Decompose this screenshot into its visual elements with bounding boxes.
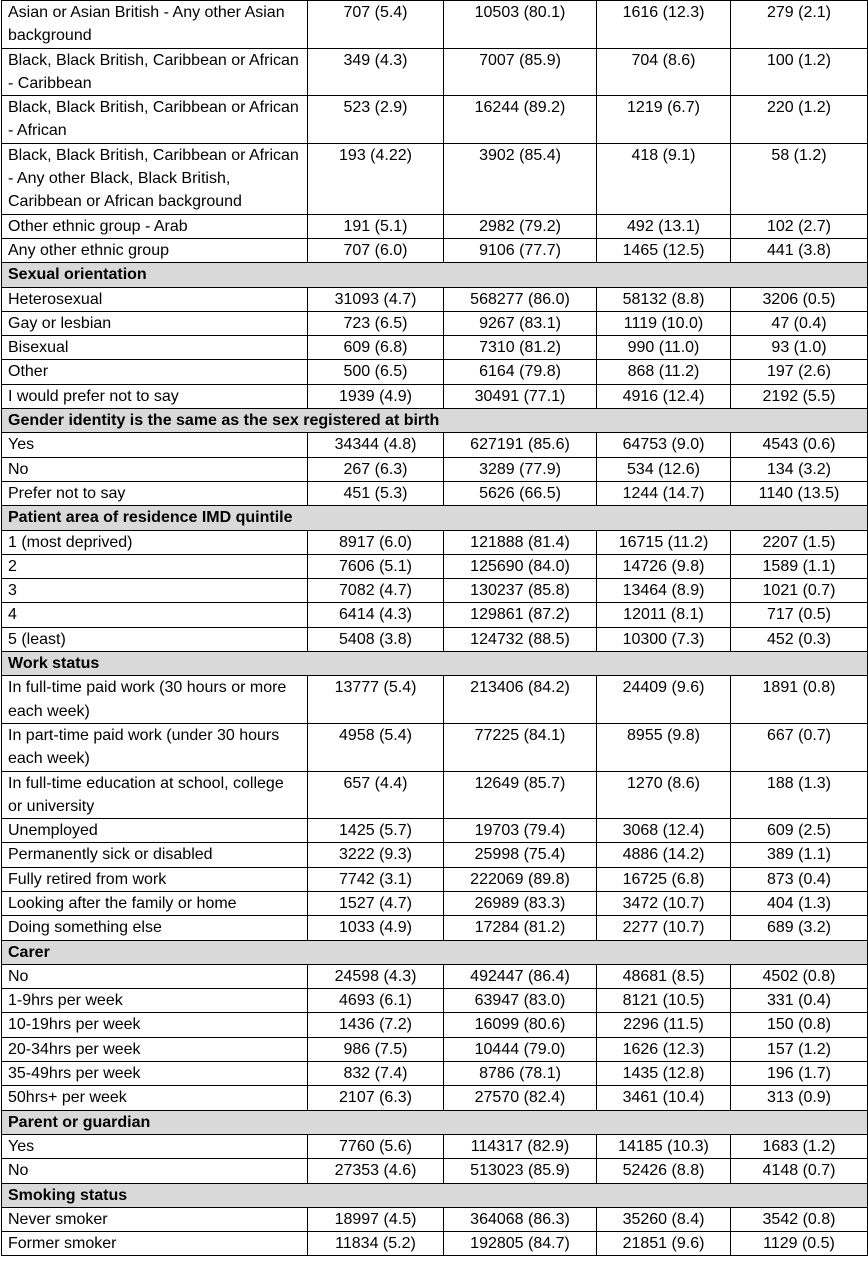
table-row — [2, 1207, 868, 1231]
cell-value: 9267 (83.1) — [444, 311, 597, 335]
cell-value: 12649 (85.7) — [444, 771, 597, 819]
cell-value: 492447 (86.4) — [444, 964, 597, 988]
cell-value: 157 (1.2) — [731, 1037, 868, 1061]
cell-value: 6414 (4.3) — [308, 603, 444, 627]
section-title: Smoking status — [2, 1183, 868, 1207]
cell-value: 13464 (8.9) — [597, 579, 731, 603]
row-label: Looking after the family or home — [2, 891, 308, 915]
cell-value: 267 (6.3) — [308, 457, 444, 481]
section-title: Parent or guardian — [2, 1110, 868, 1134]
table-row — [2, 843, 868, 867]
row-label: Prefer not to say — [2, 481, 308, 505]
cell-value: 9106 (77.7) — [444, 238, 597, 262]
cell-value: 17284 (81.2) — [444, 916, 597, 940]
cell-value: 14726 (9.8) — [597, 554, 731, 578]
cell-value: 7082 (4.7) — [308, 579, 444, 603]
cell-value: 1270 (8.6) — [597, 771, 731, 819]
cell-value: 25998 (75.4) — [444, 843, 597, 867]
table-row — [2, 989, 868, 1013]
table-row — [2, 554, 868, 578]
cell-value: 16725 (6.8) — [597, 867, 731, 891]
cell-value: 93 (1.0) — [731, 336, 868, 360]
table-row — [2, 627, 868, 651]
cell-value: 1939 (4.9) — [308, 384, 444, 408]
cell-value: 500 (6.5) — [308, 360, 444, 384]
cell-value: 704 (8.6) — [597, 48, 731, 96]
table-row — [2, 891, 868, 915]
cell-value: 2207 (1.5) — [731, 530, 868, 554]
cell-value: 707 (6.0) — [308, 238, 444, 262]
row-label: Never smoker — [2, 1207, 308, 1231]
row-label: No — [2, 964, 308, 988]
cell-value: 134 (3.2) — [731, 457, 868, 481]
row-label: No — [2, 457, 308, 481]
row-label: 5 (least) — [2, 627, 308, 651]
table-row — [2, 1037, 868, 1061]
cell-value: 657 (4.4) — [308, 771, 444, 819]
cell-value: 58132 (8.8) — [597, 287, 731, 311]
section-header-row — [2, 1183, 868, 1207]
cell-value: 986 (7.5) — [308, 1037, 444, 1061]
table-row — [2, 433, 868, 457]
cell-value: 220 (1.2) — [731, 96, 868, 144]
row-label: Black, Black British, Caribbean or African - African — [2, 96, 308, 144]
row-label: Unemployed — [2, 819, 308, 843]
table-row — [2, 311, 868, 335]
cell-value: 689 (3.2) — [731, 916, 868, 940]
table-row — [2, 916, 868, 940]
cell-value: 7310 (81.2) — [444, 336, 597, 360]
cell-value: 63947 (83.0) — [444, 989, 597, 1013]
row-label: 4 — [2, 603, 308, 627]
cell-value: 832 (7.4) — [308, 1062, 444, 1086]
cell-value: 30491 (77.1) — [444, 384, 597, 408]
cell-value: 24598 (4.3) — [308, 964, 444, 988]
cell-value: 129861 (87.2) — [444, 603, 597, 627]
cell-value: 1436 (7.2) — [308, 1013, 444, 1037]
cell-value: 13777 (5.4) — [308, 676, 444, 724]
cell-value: 3461 (10.4) — [597, 1086, 731, 1110]
cell-value: 534 (12.6) — [597, 457, 731, 481]
table-row — [2, 1013, 868, 1037]
cell-value: 364068 (86.3) — [444, 1207, 597, 1231]
cell-value: 35260 (8.4) — [597, 1207, 731, 1231]
cell-value: 1033 (4.9) — [308, 916, 444, 940]
row-label: No — [2, 1159, 308, 1183]
table-row — [2, 1134, 868, 1158]
row-label: Any other ethnic group — [2, 238, 308, 262]
cell-value: 1626 (12.3) — [597, 1037, 731, 1061]
cell-value: 609 (2.5) — [731, 819, 868, 843]
cell-value: 197 (2.6) — [731, 360, 868, 384]
cell-value: 2982 (79.2) — [444, 214, 597, 238]
section-header-row — [2, 409, 868, 433]
cell-value: 4958 (5.4) — [308, 723, 444, 771]
table-row — [2, 819, 868, 843]
table-row — [2, 603, 868, 627]
cell-value: 4916 (12.4) — [597, 384, 731, 408]
cell-value: 1616 (12.3) — [597, 1, 731, 49]
cell-value: 58 (1.2) — [731, 143, 868, 214]
cell-value: 4502 (0.8) — [731, 964, 868, 988]
row-label: Gay or lesbian — [2, 311, 308, 335]
cell-value: 1465 (12.5) — [597, 238, 731, 262]
cell-value: 16244 (89.2) — [444, 96, 597, 144]
row-label: 10-19hrs per week — [2, 1013, 308, 1037]
cell-value: 5408 (3.8) — [308, 627, 444, 651]
cell-value: 64753 (9.0) — [597, 433, 731, 457]
table-row — [2, 676, 868, 724]
cell-value: 2277 (10.7) — [597, 916, 731, 940]
row-label: In full-time paid work (30 hours or more each week) — [2, 676, 308, 724]
cell-value: 77225 (84.1) — [444, 723, 597, 771]
section-header-row — [2, 652, 868, 676]
cell-value: 492 (13.1) — [597, 214, 731, 238]
cell-value: 5626 (66.5) — [444, 481, 597, 505]
cell-value: 1527 (4.7) — [308, 891, 444, 915]
cell-value: 3206 (0.5) — [731, 287, 868, 311]
row-label: 35-49hrs per week — [2, 1062, 308, 1086]
cell-value: 873 (0.4) — [731, 867, 868, 891]
cell-value: 6164 (79.8) — [444, 360, 597, 384]
cell-value: 7606 (5.1) — [308, 554, 444, 578]
row-label: 1-9hrs per week — [2, 989, 308, 1013]
section-header-row — [2, 506, 868, 530]
cell-value: 279 (2.1) — [731, 1, 868, 49]
section-title: Patient area of residence IMD quintile — [2, 506, 868, 530]
row-label: Yes — [2, 1134, 308, 1158]
cell-value: 1140 (13.5) — [731, 481, 868, 505]
cell-value: 10444 (79.0) — [444, 1037, 597, 1061]
cell-value: 196 (1.7) — [731, 1062, 868, 1086]
cell-value: 24409 (9.6) — [597, 676, 731, 724]
cell-value: 2296 (11.5) — [597, 1013, 731, 1037]
row-label: Other ethnic group - Arab — [2, 214, 308, 238]
cell-value: 667 (0.7) — [731, 723, 868, 771]
cell-value: 8955 (9.8) — [597, 723, 731, 771]
cell-value: 7760 (5.6) — [308, 1134, 444, 1158]
section-title: Gender identity is the same as the sex registered at birth — [2, 409, 868, 433]
cell-value: 313 (0.9) — [731, 1086, 868, 1110]
cell-value: 441 (3.8) — [731, 238, 868, 262]
data-table — [1, 0, 868, 1256]
cell-value: 121888 (81.4) — [444, 530, 597, 554]
cell-value: 12011 (8.1) — [597, 603, 731, 627]
cell-value: 192805 (84.7) — [444, 1232, 597, 1256]
cell-value: 130237 (85.8) — [444, 579, 597, 603]
cell-value: 418 (9.1) — [597, 143, 731, 214]
cell-value: 1425 (5.7) — [308, 819, 444, 843]
table-row — [2, 867, 868, 891]
cell-value: 568277 (86.0) — [444, 287, 597, 311]
row-label: Fully retired from work — [2, 867, 308, 891]
table-row — [2, 1, 868, 49]
cell-value: 188 (1.3) — [731, 771, 868, 819]
section-header-row — [2, 263, 868, 287]
cell-value: 1891 (0.8) — [731, 676, 868, 724]
table-row — [2, 579, 868, 603]
table-row — [2, 530, 868, 554]
cell-value: 222069 (89.8) — [444, 867, 597, 891]
cell-value: 1435 (12.8) — [597, 1062, 731, 1086]
cell-value: 26989 (83.3) — [444, 891, 597, 915]
cell-value: 2192 (5.5) — [731, 384, 868, 408]
cell-value: 18997 (4.5) — [308, 1207, 444, 1231]
table-row — [2, 1232, 868, 1256]
table-row — [2, 360, 868, 384]
table-row — [2, 771, 868, 819]
row-label: Black, Black British, Caribbean or African - Caribbean — [2, 48, 308, 96]
cell-value: 389 (1.1) — [731, 843, 868, 867]
table-row — [2, 1062, 868, 1086]
table-row — [2, 1086, 868, 1110]
cell-value: 52426 (8.8) — [597, 1159, 731, 1183]
cell-value: 1129 (0.5) — [731, 1232, 868, 1256]
cell-value: 48681 (8.5) — [597, 964, 731, 988]
cell-value: 1589 (1.1) — [731, 554, 868, 578]
cell-value: 27570 (82.4) — [444, 1086, 597, 1110]
table-row — [2, 143, 868, 214]
table-row — [2, 336, 868, 360]
row-label: 2 — [2, 554, 308, 578]
cell-value: 4886 (14.2) — [597, 843, 731, 867]
cell-value: 4543 (0.6) — [731, 433, 868, 457]
cell-value: 125690 (84.0) — [444, 554, 597, 578]
cell-value: 27353 (4.6) — [308, 1159, 444, 1183]
cell-value: 451 (5.3) — [308, 481, 444, 505]
row-label: 50hrs+ per week — [2, 1086, 308, 1110]
cell-value: 124732 (88.5) — [444, 627, 597, 651]
row-label: Heterosexual — [2, 287, 308, 311]
row-label: 20-34hrs per week — [2, 1037, 308, 1061]
table-row — [2, 96, 868, 144]
cell-value: 331 (0.4) — [731, 989, 868, 1013]
cell-value: 1683 (1.2) — [731, 1134, 868, 1158]
cell-value: 7007 (85.9) — [444, 48, 597, 96]
table-row — [2, 481, 868, 505]
cell-value: 349 (4.3) — [308, 48, 444, 96]
row-label: Doing something else — [2, 916, 308, 940]
cell-value: 3472 (10.7) — [597, 891, 731, 915]
cell-value: 404 (1.3) — [731, 891, 868, 915]
cell-value: 717 (0.5) — [731, 603, 868, 627]
row-label: In full-time education at school, college or university — [2, 771, 308, 819]
row-label: In part-time paid work (under 30 hours each week) — [2, 723, 308, 771]
table-row — [2, 287, 868, 311]
cell-value: 1219 (6.7) — [597, 96, 731, 144]
cell-value: 47 (0.4) — [731, 311, 868, 335]
cell-value: 3222 (9.3) — [308, 843, 444, 867]
cell-value: 193 (4.22) — [308, 143, 444, 214]
cell-value: 1244 (14.7) — [597, 481, 731, 505]
cell-value: 102 (2.7) — [731, 214, 868, 238]
cell-value: 150 (0.8) — [731, 1013, 868, 1037]
cell-value: 3289 (77.9) — [444, 457, 597, 481]
cell-value: 100 (1.2) — [731, 48, 868, 96]
cell-value: 513023 (85.9) — [444, 1159, 597, 1183]
table-row — [2, 238, 868, 262]
cell-value: 19703 (79.4) — [444, 819, 597, 843]
row-label: 3 — [2, 579, 308, 603]
table-row — [2, 214, 868, 238]
cell-value: 31093 (4.7) — [308, 287, 444, 311]
cell-value: 191 (5.1) — [308, 214, 444, 238]
cell-value: 3068 (12.4) — [597, 819, 731, 843]
cell-value: 21851 (9.6) — [597, 1232, 731, 1256]
cell-value: 7742 (3.1) — [308, 867, 444, 891]
section-title: Sexual orientation — [2, 263, 868, 287]
cell-value: 10503 (80.1) — [444, 1, 597, 49]
section-title: Work status — [2, 652, 868, 676]
table-row — [2, 457, 868, 481]
cell-value: 114317 (82.9) — [444, 1134, 597, 1158]
cell-value: 8121 (10.5) — [597, 989, 731, 1013]
row-label: I would prefer not to say — [2, 384, 308, 408]
row-label: 1 (most deprived) — [2, 530, 308, 554]
row-label: Bisexual — [2, 336, 308, 360]
row-label: Permanently sick or disabled — [2, 843, 308, 867]
cell-value: 627191 (85.6) — [444, 433, 597, 457]
row-label: Asian or Asian British - Any other Asian background — [2, 1, 308, 49]
cell-value: 4148 (0.7) — [731, 1159, 868, 1183]
table-row — [2, 723, 868, 771]
cell-value: 34344 (4.8) — [308, 433, 444, 457]
row-label: Former smoker — [2, 1232, 308, 1256]
table-row — [2, 48, 868, 96]
cell-value: 213406 (84.2) — [444, 676, 597, 724]
cell-value: 723 (6.5) — [308, 311, 444, 335]
cell-value: 16099 (80.6) — [444, 1013, 597, 1037]
section-header-row — [2, 940, 868, 964]
cell-value: 1119 (10.0) — [597, 311, 731, 335]
table-row — [2, 384, 868, 408]
cell-value: 609 (6.8) — [308, 336, 444, 360]
row-label: Other — [2, 360, 308, 384]
cell-value: 990 (11.0) — [597, 336, 731, 360]
cell-value: 4693 (6.1) — [308, 989, 444, 1013]
table-row — [2, 964, 868, 988]
cell-value: 8786 (78.1) — [444, 1062, 597, 1086]
cell-value: 2107 (6.3) — [308, 1086, 444, 1110]
section-title: Carer — [2, 940, 868, 964]
cell-value: 452 (0.3) — [731, 627, 868, 651]
cell-value: 11834 (5.2) — [308, 1232, 444, 1256]
row-label: Black, Black British, Caribbean or African - Any other Black, Black British, Caribbean or African background — [2, 143, 308, 214]
cell-value: 14185 (10.3) — [597, 1134, 731, 1158]
cell-value: 16715 (11.2) — [597, 530, 731, 554]
section-header-row — [2, 1110, 868, 1134]
cell-value: 1021 (0.7) — [731, 579, 868, 603]
cell-value: 3542 (0.8) — [731, 1207, 868, 1231]
cell-value: 707 (5.4) — [308, 1, 444, 49]
cell-value: 868 (11.2) — [597, 360, 731, 384]
table-row — [2, 1159, 868, 1183]
cell-value: 523 (2.9) — [308, 96, 444, 144]
cell-value: 8917 (6.0) — [308, 530, 444, 554]
cell-value: 3902 (85.4) — [444, 143, 597, 214]
table-body — [2, 1, 868, 1256]
cell-value: 10300 (7.3) — [597, 627, 731, 651]
row-label: Yes — [2, 433, 308, 457]
